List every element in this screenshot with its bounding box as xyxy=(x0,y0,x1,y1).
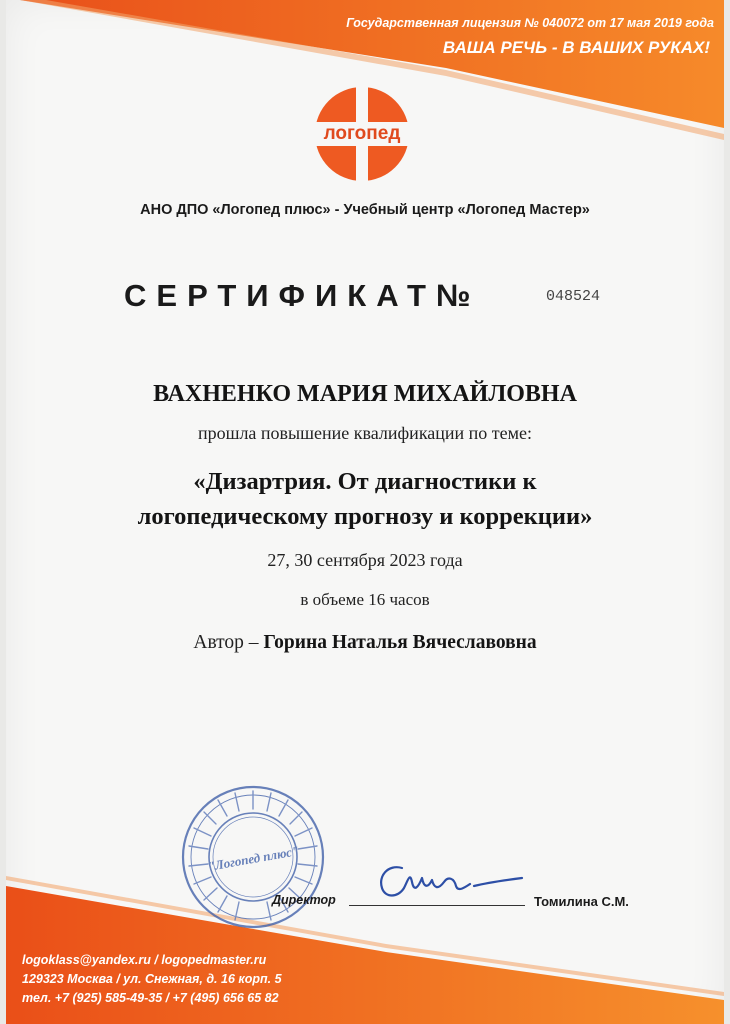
slogan-text: ВАША РЕЧЬ - В ВАШИХ РУКАХ! xyxy=(442,38,710,57)
certificate-number: 048524 xyxy=(546,288,601,305)
contacts-block xyxy=(22,951,382,1008)
passed-text: прошла повышение квалификации по теме: xyxy=(197,423,533,443)
organization-stamp-icon xyxy=(178,782,328,932)
topic-line-2: логопедическому прогнозу и коррекции» xyxy=(137,503,593,530)
topic-line-1: «Дизартрия. От диагностики к xyxy=(193,468,537,495)
author-line xyxy=(6,632,724,654)
organization-name: АНО ДПО «Логопед плюс» - Учебный центр «Логопед Мастер» xyxy=(140,202,590,218)
contact-email-site: logoklass@yandex.ru / logopedmaster.ru xyxy=(22,953,267,967)
course-dates: 27, 30 сентября 2023 года xyxy=(267,550,463,570)
signer-name: Томилина С.М. xyxy=(534,894,629,909)
author-label: Автор – xyxy=(193,632,259,653)
certificate-title: СЕРТИФИКАТ№ xyxy=(124,278,481,313)
certificate-sheet xyxy=(6,0,724,1024)
handwritten-signature-icon xyxy=(374,858,524,906)
author-name: Горина Наталья Вячеславовна xyxy=(263,632,537,653)
course-volume: в объеме 16 часов xyxy=(300,590,430,609)
recipient-name: ВАХНЕНКО МАРИЯ МИХАЙЛОВНА xyxy=(153,381,577,407)
license-text: Государственная лицензия № 040072 от 17 мая 2019 года xyxy=(346,16,714,30)
stamp-center-text: "Логопед плюс" xyxy=(206,843,301,874)
logo-word: логопед xyxy=(323,123,401,144)
director-label: Директор xyxy=(272,893,336,907)
contact-address: 129323 Москва / ул. Снежная, д. 16 корп. 5 xyxy=(22,972,282,986)
contact-phones: тел. +7 (925) 585-49-35 / +7 (495) 656 65 82 xyxy=(22,991,279,1005)
